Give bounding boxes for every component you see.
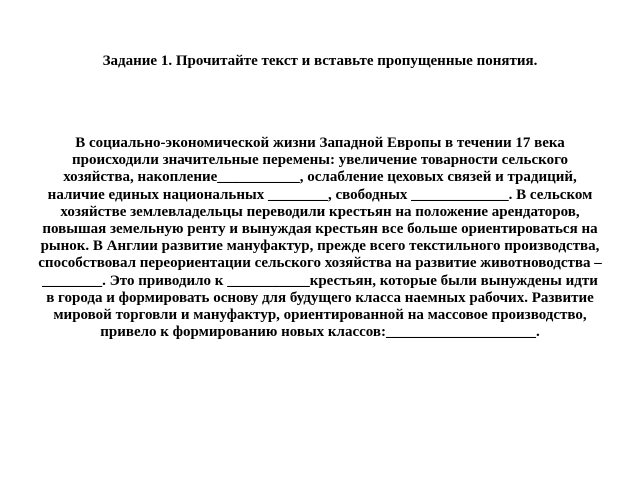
slide-title: Задание 1. Прочитайте текст и вставьте пропущенные понятия. <box>102 53 538 69</box>
task-text: В социально-экономической жизни Западной Европы в течении 17 века происходили значительные перемены: увеличение товарности сельского хозяйства, накопление___________, ослабление цеховых связей и традиций, наличие единых национальных ________, свободных _____________. В сельском хозяйстве землевладельцы переводили крестьян на положение арендаторов, повышая земельную ренту и вынуждая крестьян все больше ориентироваться на рынок. В Англии развитие мануфактур, прежде всего текстильного производства, способствовал переориентации сельского хозяйства на развитие животноводства –________. Это приводило к ___________крестьян, которые были вынуждены идти в города и формировать основу для будущего класса наемных рабочих. Развитие мировой торговли и мануфактур, ориентированной на массовое производство, привело к формированию новых классов:____________________. <box>38 135 602 341</box>
